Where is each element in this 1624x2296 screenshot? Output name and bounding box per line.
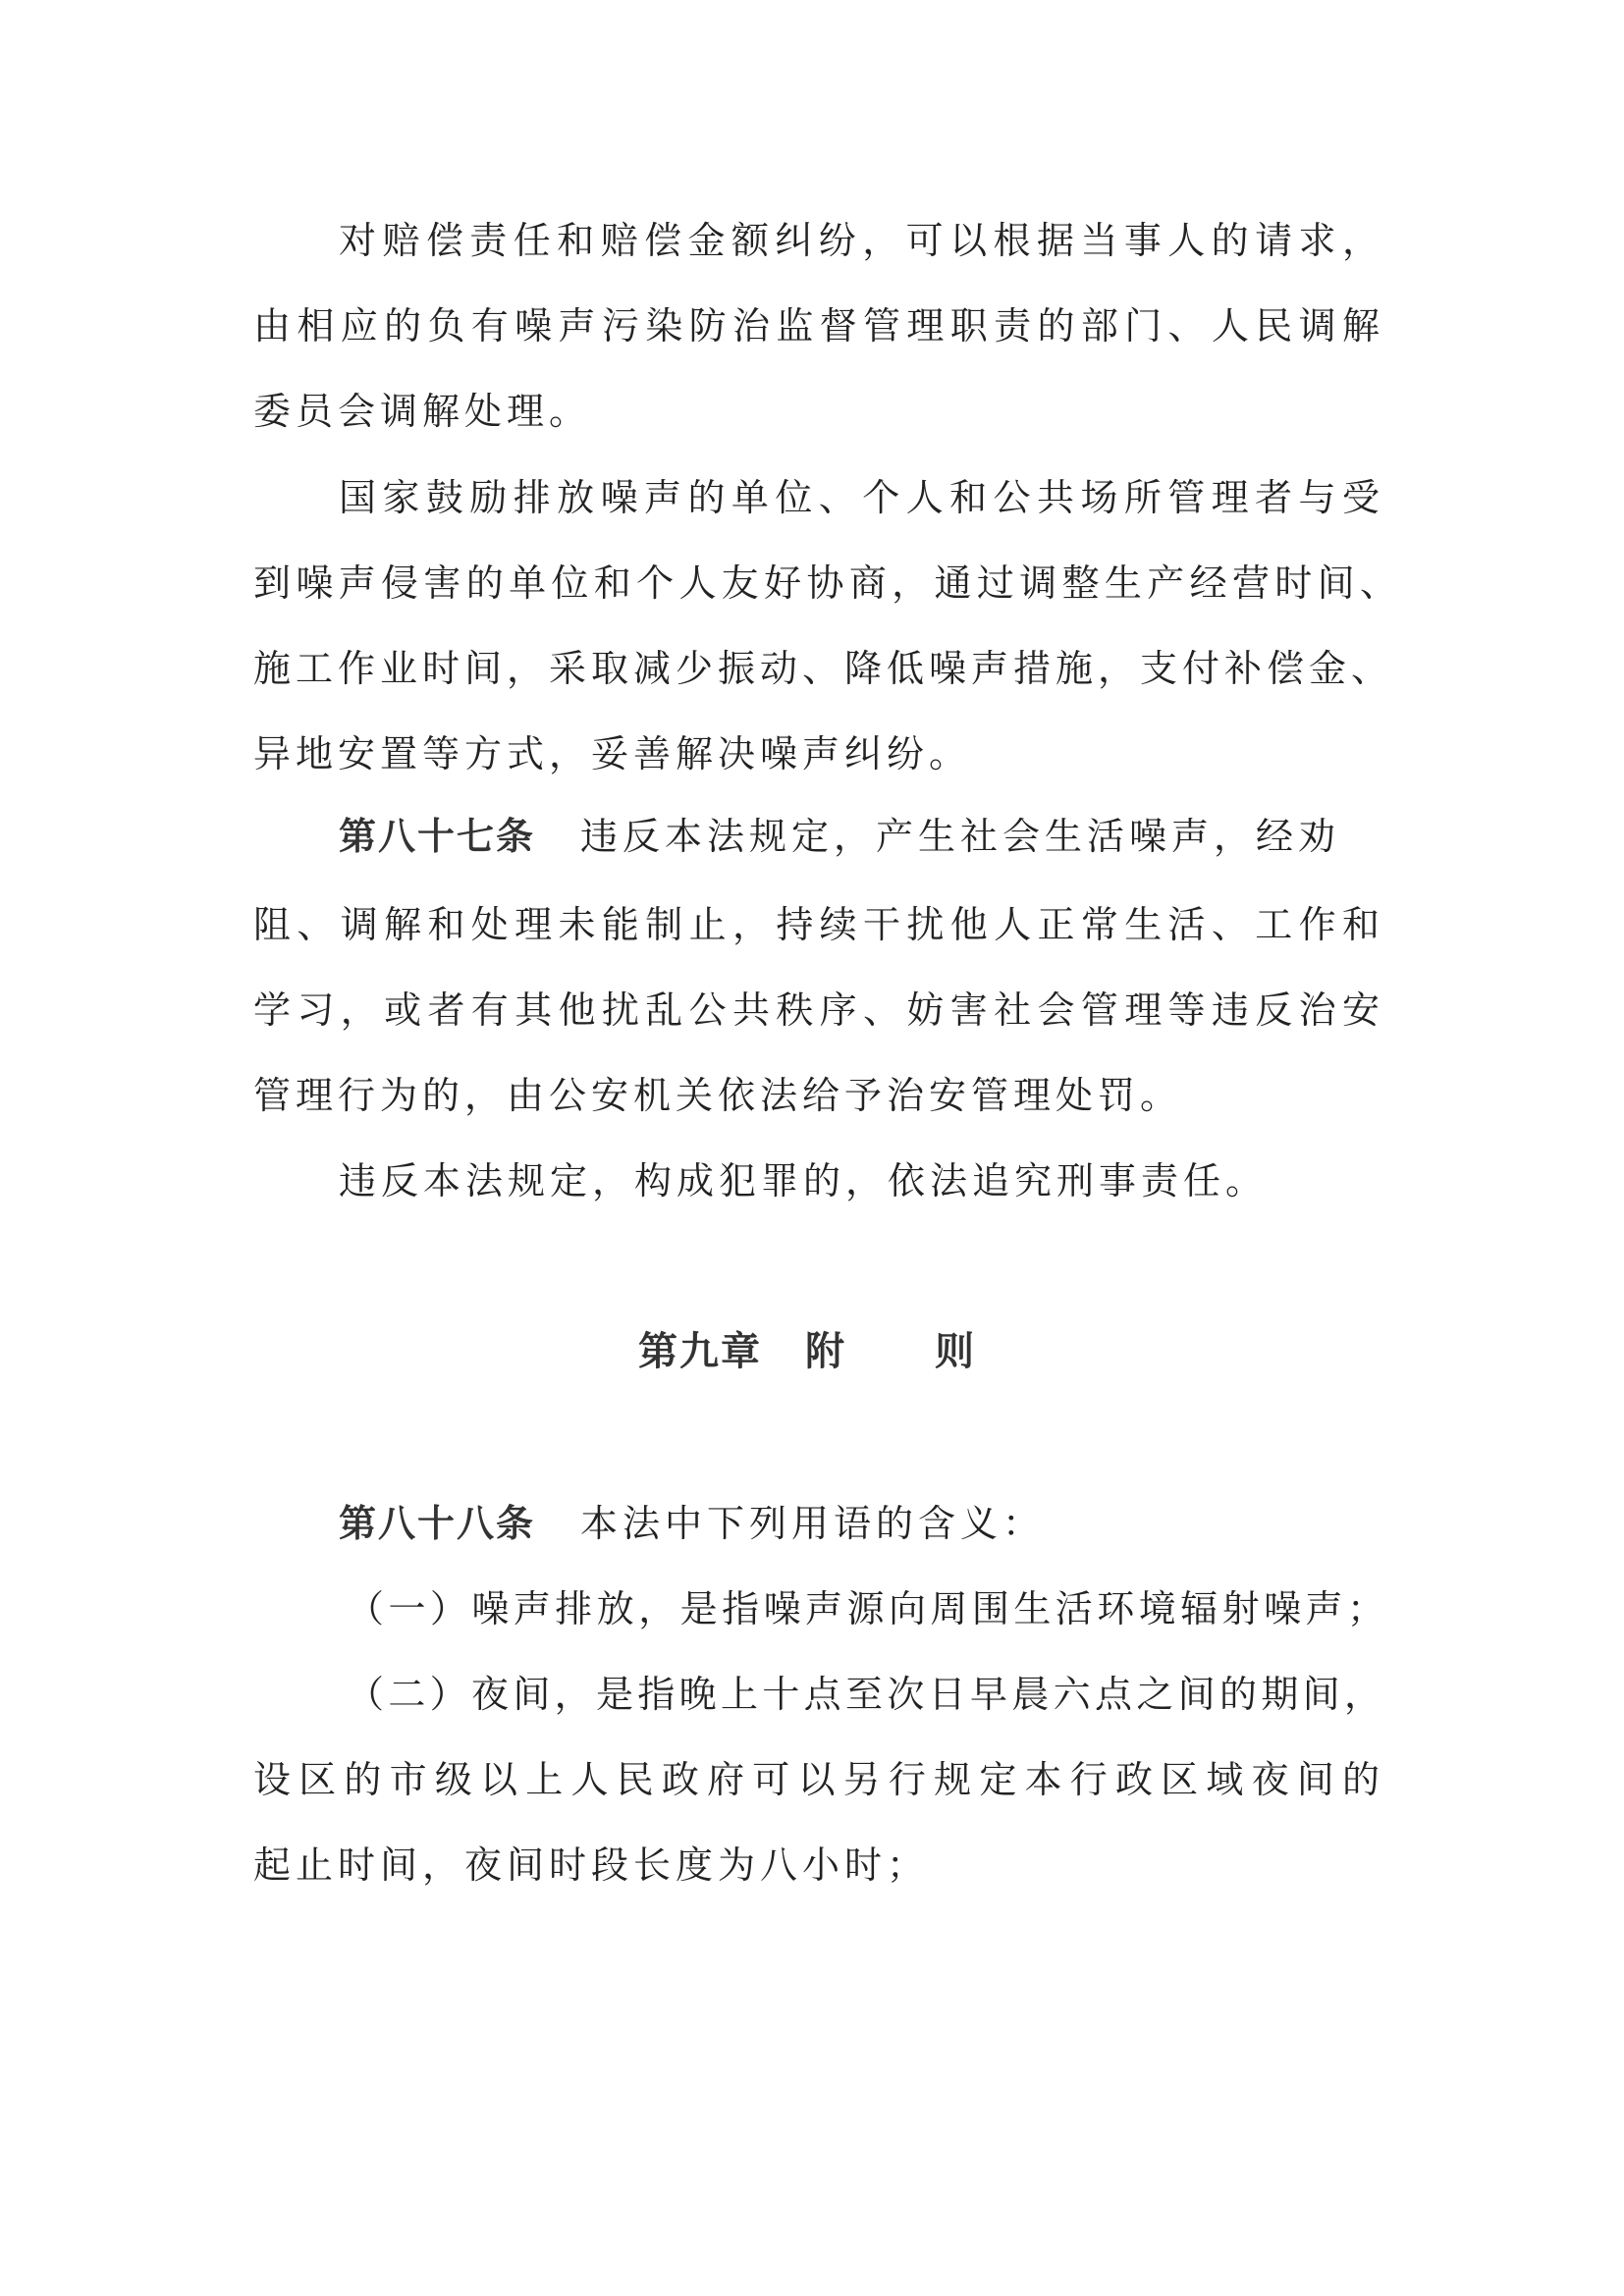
list-item: （二）夜间，是指晚上十点至次日早晨六点之间的期间， [347,1673,1384,1716]
chapter-title-char: 附 [805,1329,844,1374]
paragraph-line: 设区的市级以上人民政府可以另行规定本行政区域夜间的 [253,1758,1384,1801]
article-title: 第八十八条 [339,1502,536,1545]
article-88-first-line [339,1504,1384,1589]
paragraph-line: 施工作业时间，采取减少振动、降低噪声措施，支付补偿金、 [253,647,1394,690]
paragraph-line: 异地安置等方式，妥善解决噪声纠纷。 [253,732,972,775]
paragraph-line: 违反本法规定，构成犯罪的，依法追究刑事责任。 [339,1159,1269,1202]
chapter-title-char: 则 [935,1329,974,1374]
chapter-number: 第九章 [638,1329,762,1374]
article-text: 本法中下列用语的含义： [580,1502,1046,1545]
paragraph-line: 对赔偿责任和赔偿金额纠纷，可以根据当事人的请求， [339,219,1384,262]
article-text: 违反本法规定，产生社会生活噪声，经劝 [580,815,1341,858]
paragraph-line: 到噪声侵害的单位和个人友好协商，通过调整生产经营时间、 [253,561,1402,605]
paragraph-line: 国家鼓励排放噪声的单位、个人和公共场所管理者与受 [339,476,1384,519]
paragraph-line: 委员会调解处理。 [253,390,592,433]
list-item: （一）噪声排放，是指噪声源向周围生活环境辐射噪声； [347,1587,1387,1630]
paragraph-line: 起止时间，夜间时段长度为八小时； [253,1843,930,1887]
paragraph-line: 阻、调解和处理未能制止，持续干扰他人正常生活、工作和 [253,903,1384,946]
paragraph-line: 学习，或者有其他扰乱公共秩序、妨害社会管理等违反治安 [253,988,1384,1032]
paragraph-line: 由相应的负有噪声污染防治监督管理职责的部门、人民调解 [253,304,1384,347]
article-87-first-line [339,817,1384,902]
chapter-heading [638,1329,974,1374]
article-title: 第八十七条 [339,815,536,858]
paragraph-line: 管理行为的，由公安机关依法给予治安管理处罚。 [253,1074,1183,1117]
